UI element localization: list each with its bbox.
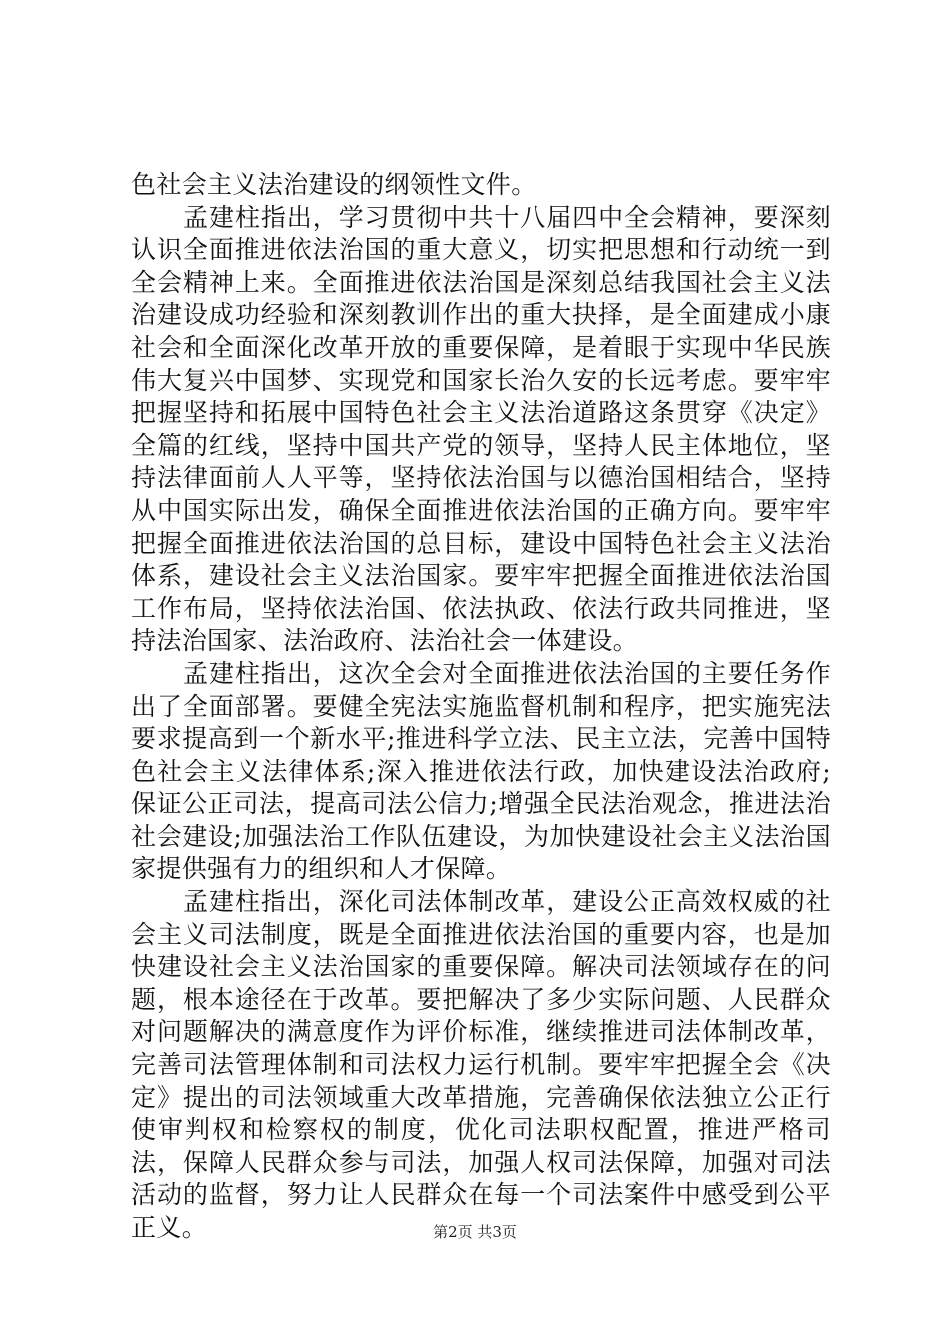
page-footer: 第2页 共3页 [433, 1223, 517, 1241]
paragraph-significance: 孟建柱指出，学习贯彻中共十八届四中全会精神，要深刻认识全面推进依法治国的重大意义，切实把思想和行动统一到全会精神上来。全面推进依法治国是深刻总结我国社会主义法治建设成功经验和深刻教训作出的重大抉择，是全面建成小康社会和全面深化改革开放的重要保障，是着眼于实现中华民族伟大复兴中国梦、实现党和国家长治久安的长远考虑。要牢牢把握坚持和拓展中国特色社会主义法治道路这条贯穿《决定》全篇的红线，坚持中国共产党的领导，坚持人民主体地位，坚持法律面前人人平等，坚持依法治国与以德治国相结合，坚持从中国实际出发，确保全面推进依法治国的正确方向。要牢牢把握全面推进依法治国的总目标，建设中国特色社会主义法治体系，建设社会主义法治国家。要牢牢把握全面推进依法治国工作布局，坚持依法治国、依法执政、依法行政共同推进，坚持法治国家、法治政府、法治社会一体建设。 [131, 202, 831, 656]
paragraph-judicial-reform: 孟建柱指出，深化司法体制改革，建设公正高效权威的社会主义司法制度，既是全面推进依法治国的重要内容，也是加快建设社会主义法治国家的重要保障。解决司法领域存在的问题，根本途径在于改革。要把解决了多少实际问题、人民群众对问题解决的满意度作为评价标准，继续推进司法体制改革，完善司法管理体制和司法权力运行机制。要牢牢把握全会《决定》提出的司法领域重大改革措施，完善确保依法独立公正行使审判权和检察权的制度，优化司法职权配置，推进严格司法，保障人民群众参与司法，加强人权司法保障，加强对司法活动的监督，努力让人民群众在每一个司法案件中感受到公平正义。 [131, 887, 831, 1242]
paragraph-main-tasks: 孟建柱指出，这次全会对全面推进依法治国的主要任务作出了全面部署。要健全宪法实施监督机制和程序，把实施宪法要求提高到一个新水平;推进科学立法、民主立法，完善中国特色社会主义法律体系;深入推进依法行政，加快建设法治政府;保证公正司法，提高司法公信力;增强全民法治观念，推进法治社会建设;加强法治工作队伍建设，为加快建设社会主义法治国家提供强有力的组织和人才保障。 [131, 658, 831, 884]
paragraph-continuation: 色社会主义法治建设的纲领性文件。 [131, 170, 537, 199]
document-body [131, 169, 831, 1245]
